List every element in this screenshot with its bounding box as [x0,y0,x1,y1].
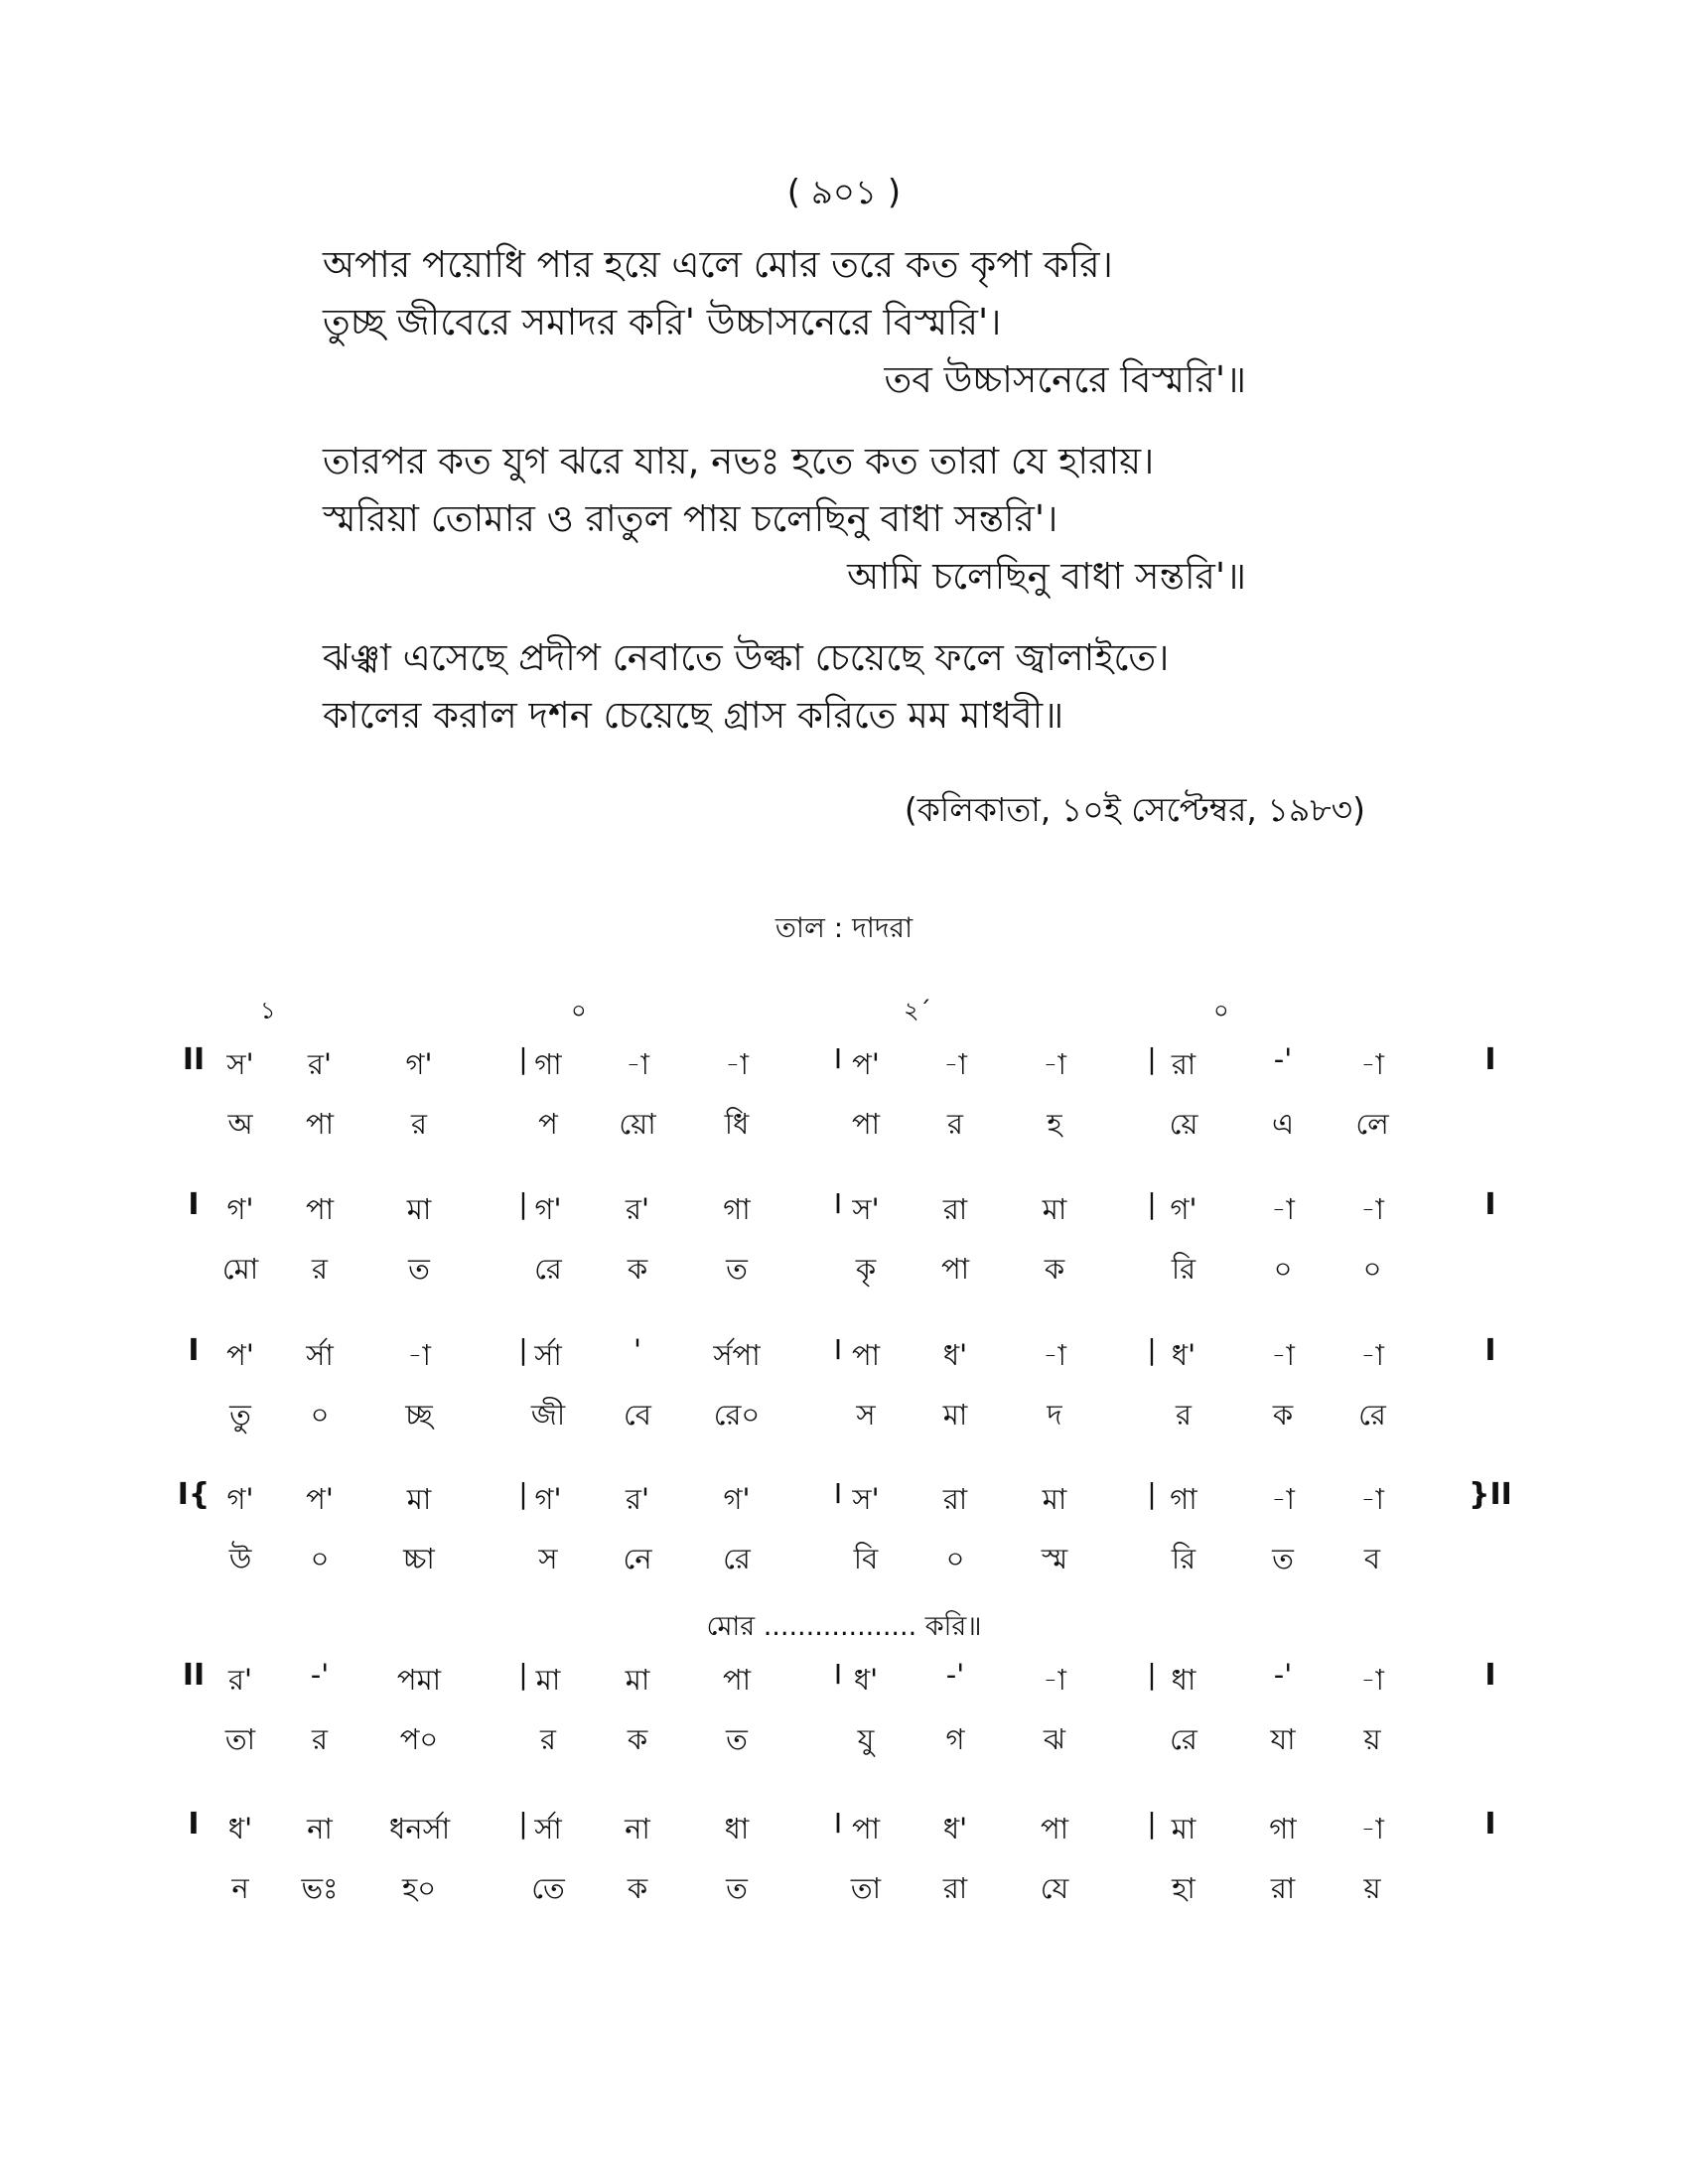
lyric-syllable: প [538,1107,558,1141]
lyric-syllable: য় [1363,1871,1381,1905]
division-separator: I [833,1477,843,1510]
lyric-syllable: তা [850,1871,882,1905]
notation-connector: মোর .................. করি॥ [706,1611,982,1642]
lyric-syllable: র [312,1252,328,1286]
notation-block [0,1658,1688,1777]
notation-block [0,1807,1688,1926]
swara-note: পমা [396,1663,442,1697]
swara-note: স' [226,1047,254,1081]
division-separator: | [1147,1477,1157,1510]
swara-note: র্সা [534,1338,562,1372]
lyric-syllable: অ [227,1107,253,1141]
swara-note: ধ' [1171,1338,1196,1372]
lyric-syllable: ক [627,1871,648,1905]
lyric-syllable: ০ [1273,1252,1293,1286]
lyric-syllable: বে [624,1398,651,1432]
lyric-syllable: এ [1271,1107,1295,1141]
lyric-syllable: রা [942,1871,968,1905]
swara-note: র্সপা [713,1338,761,1372]
lyric-line: অপার পয়োধি পার হয়ে এলে মোর তরে কত কৃপা করি। [323,243,1113,286]
notation-block [0,1333,1688,1452]
division-separator: I [833,1807,843,1840]
swara-note: ধ' [942,1812,968,1845]
swara-note: -া [1360,1812,1384,1845]
swara-note: পা [851,1812,881,1845]
swara-note: -া [626,1047,649,1081]
lyric-syllable: ক [1272,1398,1294,1432]
swara-note: গ' [1170,1192,1197,1226]
swara-note: মা [625,1663,650,1697]
division-separator: | [518,1042,528,1075]
lyric-syllable: হ০ [401,1871,437,1905]
swara-note: -া [1360,1047,1384,1081]
lyric-syllable: জী [530,1398,566,1432]
lyric-line: স্মরিয়া তোমার ও রাতুল পায় চলেছিনু বাধা সন্তরি'। [323,497,1058,540]
swara-note: না [625,1812,650,1845]
division-separator: | [1147,1042,1157,1075]
lyric-line: তুচ্ছ জীবেরে সমাদর করি' উচ্চাসনেরে বিস্মরি'। [323,301,1002,343]
swara-note: স' [852,1482,880,1516]
swara-note: গ' [405,1047,433,1081]
lyric-syllable: রা [1270,1871,1296,1905]
stanza-3 [323,629,1375,745]
stanza-1 [323,236,1375,409]
lyric-syllable: ত [726,1252,748,1286]
lyric-syllable: মো [221,1252,259,1286]
division-separator: | [1147,1333,1157,1366]
lyric-syllable: গ [945,1722,965,1756]
swara-note: ধ' [227,1812,253,1845]
lyric-syllable: তা [224,1722,256,1756]
lyric-syllable: যা [1270,1722,1296,1756]
swara-note: -া [407,1338,431,1372]
bar-line-close: I [1484,1658,1496,1693]
swara-note: মা [1042,1482,1067,1516]
lyric-syllable: ত [726,1871,748,1905]
lyric-syllable: রে [534,1252,562,1286]
division-separator: | [518,1187,528,1220]
swara-note: -া [725,1047,749,1081]
lyric-syllable: পা [305,1107,335,1141]
lyric-syllable: বি [853,1542,879,1575]
swara-note: গ' [226,1482,254,1516]
swara-note: ধনর্সা [389,1812,451,1845]
lyric-syllable: কৃ [855,1252,877,1286]
swara-note: -' [1273,1658,1293,1692]
swara-note: গা [723,1192,751,1226]
lyric-syllable: স্ম [1041,1542,1068,1575]
swara-note: মা [535,1663,561,1697]
lyric-syllable: ব [1363,1542,1381,1575]
beat-mark: ০ [571,997,587,1024]
lyric-syllable: র [312,1722,328,1756]
swara-note: মা [1042,1192,1067,1226]
division-separator: | [518,1658,528,1691]
swara-note: -া [1360,1663,1384,1697]
lyric-syllable: ত [726,1722,748,1756]
lyric-syllable: ক [1044,1252,1065,1286]
lyric-syllable: স [856,1398,876,1432]
lyric-syllable: যে [1040,1871,1069,1905]
lyric-syllable: দ [1047,1398,1062,1432]
swara-note: স' [852,1192,880,1226]
division-separator: | [518,1333,528,1366]
lyric-syllable: মা [942,1398,968,1432]
lyric-syllable: হা [1172,1871,1196,1905]
swara-note: -া [1271,1338,1295,1372]
lyric-syllable: ০ [1362,1252,1382,1286]
lyric-syllable: ন [231,1871,249,1905]
division-separator: | [1147,1658,1157,1691]
swara-note: গা [1269,1812,1297,1845]
swara-note: গ' [534,1192,562,1226]
lyric-syllable: রে০ [713,1398,761,1432]
lyric-syllable: চ্ছ [405,1398,433,1432]
division-separator: | [1147,1187,1157,1220]
swara-note: -া [1043,1663,1066,1697]
lyric-syllable: র [540,1722,556,1756]
swara-note: রা [942,1482,968,1516]
lyric-syllable: পা [851,1107,881,1141]
swara-note: -া [1271,1192,1295,1226]
bar-line-close: I [1484,1333,1496,1368]
swara-note: র' [626,1482,649,1516]
lyric-syllable: র [411,1107,427,1141]
swara-note: প' [852,1047,880,1081]
page-number: ( ৯০১ ) [786,173,902,212]
lyric-syllable: তে [531,1871,565,1905]
division-separator: | [1147,1807,1157,1840]
lyric-syllable: র [1176,1398,1192,1432]
swara-note: ধ' [942,1338,968,1372]
lyric-syllable: যু [857,1722,875,1756]
lyric-syllable: ক [627,1722,648,1756]
lyric-line: ঝঞ্ঝা এসেছে প্রদীপ নেবাতে উল্কা চেয়েছে ফলে জ্বালাইতে। [323,636,1170,679]
swara-note: র' [626,1192,649,1226]
division-separator: I [833,1042,843,1075]
swara-note: প' [306,1482,334,1516]
division-separator: I [833,1333,843,1366]
lyric-syllable: রে [1170,1722,1197,1756]
lyric-syllable: ত [1272,1542,1294,1575]
lyric-syllable: ভঃ [301,1871,339,1905]
lyric-syllable: ঝ [1044,1722,1065,1756]
bar-line-close: I [1484,1187,1496,1222]
swara-note: -া [1271,1482,1295,1516]
lyric-syllable: ত [408,1252,430,1286]
lyric-syllable: রি [1171,1542,1196,1575]
lyric-syllable: র [947,1107,963,1141]
lyric-syllable: ক [627,1252,648,1286]
bar-line-open: I{ [177,1477,211,1512]
swara-note: -া [1043,1338,1066,1372]
swara-note: র্সা [306,1338,334,1372]
division-separator: I [833,1658,843,1691]
swara-note: রা [942,1192,968,1226]
swara-note: পা [305,1192,335,1226]
lyric-line: তারপর কত যুগ ঝরে যায়, নভঃ হতে কত তারা যে হারায়। [323,440,1155,482]
lyric-syllable: পা [940,1252,970,1286]
bar-line-open: I [188,1187,200,1222]
bar-line-open: II [182,1042,206,1077]
swara-note: মা [1171,1812,1196,1845]
dateline: (কলিকাতা, ১০ই সেপ্টেম্বর, ১৯৮৩) [904,790,1365,829]
swara-note: গা [1170,1482,1197,1516]
swara-note: গ' [226,1192,254,1226]
beat-mark: ০ [1213,997,1229,1024]
swara-note: -া [1360,1338,1384,1372]
lyric-syllable: হ [1047,1107,1062,1141]
swara-note: পা [722,1663,752,1697]
bar-line-open: I [188,1807,200,1842]
swara-note: পা [1040,1812,1069,1845]
swara-note: মা [406,1192,432,1226]
bar-line-close: I [1484,1807,1496,1842]
notation-block [0,1477,1688,1596]
beat-mark: ১ [260,997,276,1024]
swara-note: গ' [534,1482,562,1516]
bar-line-open: II [182,1658,206,1693]
swara-note: -া [1043,1047,1066,1081]
swara-note: -' [1273,1042,1293,1076]
division-separator: | [518,1477,528,1510]
swara-note: রা [1171,1047,1196,1081]
lyric-syllable: উ [228,1542,252,1575]
lyric-syllable: য়ো [619,1107,656,1141]
lyric-syllable: রি [1171,1252,1196,1286]
notation-block [0,1042,1688,1161]
notation-block [0,1187,1688,1306]
beat-mark: ২´ [904,997,931,1024]
division-separator: I [833,1187,843,1220]
swara-note: -' [945,1658,965,1692]
lyric-syllable: প০ [399,1722,439,1756]
swara-note: প' [226,1338,254,1372]
lyric-syllable: ধি [724,1107,750,1141]
swara-note: ধা [724,1812,750,1845]
tala-label: তাল : দাদরা [774,911,914,944]
lyric-syllable: ০ [945,1542,965,1575]
division-separator: | [518,1807,528,1840]
lyric-syllable: রে [723,1542,751,1575]
swara-note: ধা [1171,1663,1196,1697]
swara-note: র' [228,1663,252,1697]
swara-note: র্সা [534,1812,562,1845]
swara-note: -া [1360,1192,1384,1226]
lyric-line: কালের করাল দশন চেয়েছে গ্রাস করিতে মম মাধবী॥ [323,694,1064,737]
swara-note: -া [1360,1482,1384,1516]
swara-note: মা [406,1482,432,1516]
lyric-syllable: লে [1355,1107,1389,1141]
lyric-syllable: চ্চা [403,1542,435,1575]
swara-note: -া [943,1047,967,1081]
swara-note: ' [633,1333,641,1367]
swara-note: না [307,1812,333,1845]
lyric-syllable: ০ [310,1542,330,1575]
lyric-syllable: স [538,1542,558,1575]
swara-note: -' [310,1658,330,1692]
lyric-refrain-line: আমি চলেছিনু বাধা সন্তরি'॥ [847,555,1246,598]
lyric-syllable: য়ে [1169,1107,1198,1141]
stanza-2 [323,433,1375,606]
lyric-syllable: নে [623,1542,652,1575]
swara-note: ধ' [853,1663,879,1697]
lyric-refrain-line: তব উচ্চাসনেরে বিস্মরি'॥ [884,358,1246,401]
swara-note: পা [851,1338,881,1372]
swara-note: গ' [723,1482,751,1516]
bar-line-close: }II [1469,1477,1512,1512]
bar-line-close: I [1484,1042,1496,1077]
beat-markers [0,993,1688,1023]
lyric-syllable: ০ [310,1398,330,1432]
swara-note: গা [534,1047,562,1081]
swara-note: র' [308,1047,332,1081]
bar-line-open: I [188,1333,200,1368]
lyric-syllable: য় [1363,1722,1381,1756]
lyric-syllable: তু [229,1398,251,1432]
lyric-syllable: রে [1358,1398,1386,1432]
